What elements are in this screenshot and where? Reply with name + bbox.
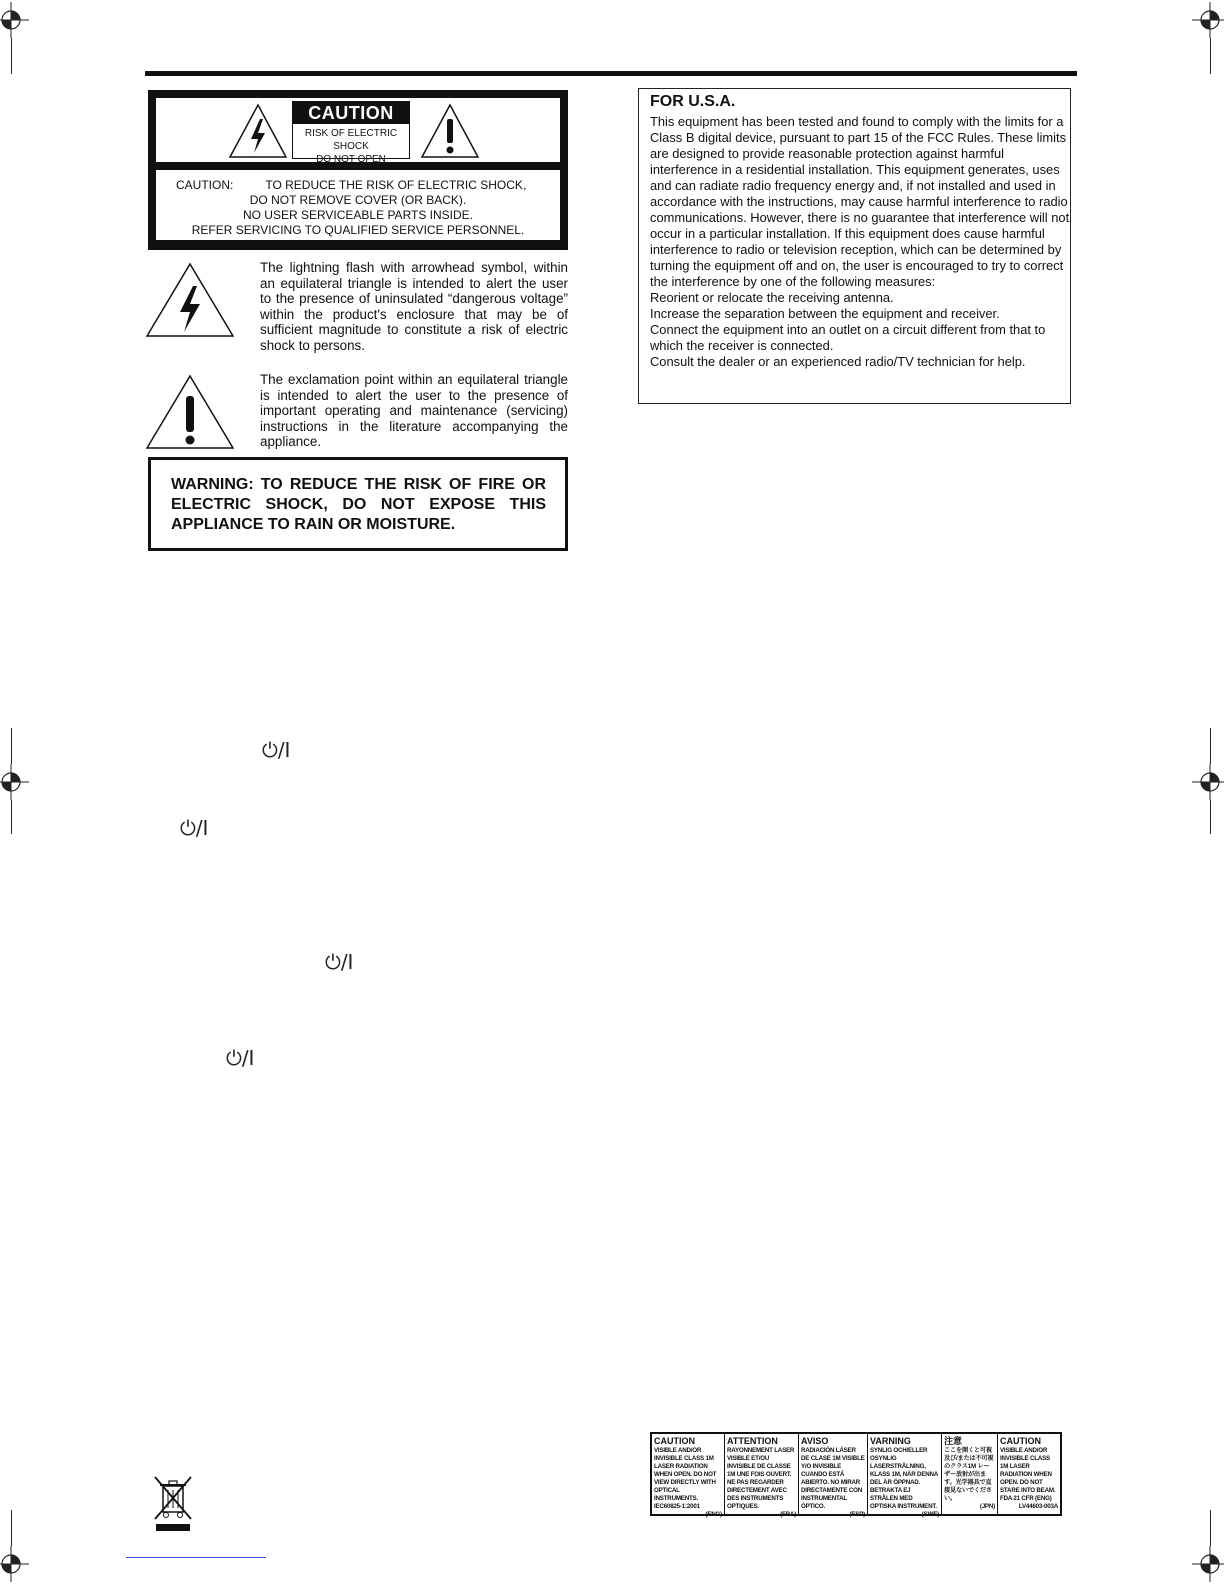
- laser-heading: ATTENTION: [727, 1436, 778, 1446]
- laser-column-eng: [652, 1434, 725, 1518]
- laser-lang: (SWE): [921, 1511, 939, 1518]
- laser-lang: (JPN): [979, 1503, 995, 1510]
- warning-text: WARNING: TO REDUCE THE RISK OF FIRE OR ELECTRIC SHOCK, DO NOT EXPOSE THIS APPLIANCE TO RAIN OR MOISTURE.: [171, 476, 546, 533]
- fcc-measure: Consult the dealer or an experienced radio/TV technician for help.: [650, 354, 1026, 369]
- crop-line: [1210, 800, 1211, 834]
- fcc-notice: [638, 88, 1071, 404]
- caution-line-2: DO NOT REMOVE COVER (OR BACK).: [249, 193, 467, 207]
- laser-heading: CAUTION: [1000, 1436, 1041, 1446]
- standby-power-icon: ⏻/I: [226, 1046, 255, 1070]
- caution-box-top: [156, 98, 560, 165]
- fcc-measure: Reorient or relocate the receiving antenna.: [650, 290, 894, 305]
- crop-line: [1210, 1510, 1211, 1546]
- crop-line: [11, 800, 12, 834]
- laser-column-esp: [799, 1434, 868, 1518]
- lightning-explanation: The lightning flash with arrowhead symbol, within an equilateral triangle is intended to alert the user to the presence of uninsulated “dangerous voltage” within the product's enclosure that may be of sufficient magnitude to constitute a risk of electric shock to persons.: [260, 260, 568, 353]
- laser-heading: 注意: [944, 1436, 963, 1446]
- header-rule: [145, 71, 1077, 76]
- fcc-measure: Increase the separation between the equipment and receiver.: [650, 306, 1000, 321]
- laser-text: RADIACIÓN LÁSER DE CLASE 1M VISIBLE Y/O INVISIBLE CUANDO ESTÁ ABIERTO. NO MIRAR DIRECTAMENTE CON INSTRUMENTAL ÓPTICO.: [801, 1447, 865, 1510]
- laser-column-swe: [868, 1434, 942, 1518]
- caution-label: [292, 101, 410, 165]
- fcc-title: FOR U.S.A.: [650, 93, 736, 110]
- caution-line-4: REFER SERVICING TO QUALIFIED SERVICE PERSONNEL.: [191, 223, 525, 237]
- footer-link-line: [126, 1557, 266, 1558]
- caution-subtitle-1: RISK OF ELECTRIC SHOCK: [304, 128, 398, 152]
- registration-mark-icon: [0, 2, 29, 38]
- fcc-measure: Connect the equipment into an outlet on a circuit different from that to which the receiver is connected.: [650, 322, 1046, 353]
- registration-mark-icon: [0, 764, 29, 800]
- exclamation-explanation: The exclamation point within an equilateral triangle is intended to alert the user to the presence of important operating and maintenance (servicing) instructions in the literature accompanying the appliance.: [260, 372, 568, 450]
- laser-lang: (ENG): [705, 1511, 722, 1518]
- laser-heading: AVISO: [801, 1436, 829, 1446]
- laser-heading: CAUTION: [654, 1436, 695, 1446]
- crop-line: [1210, 728, 1211, 764]
- laser-heading: VARNING: [870, 1436, 911, 1446]
- caution-title: CAUTION: [293, 102, 409, 124]
- crop-line: [11, 728, 12, 764]
- laser-lang: (FRA): [780, 1511, 796, 1518]
- standby-power-icon: ⏻/I: [180, 816, 209, 840]
- caution-box: [148, 90, 568, 250]
- crop-line: [11, 1510, 12, 1546]
- laser-column-fda: [998, 1434, 1060, 1514]
- registration-mark-icon: [1192, 764, 1224, 800]
- crop-line: [11, 38, 12, 74]
- standby-power-icon: ⏻/I: [262, 738, 291, 762]
- caution-prefix: CAUTION:: [176, 178, 234, 192]
- caution-subtitle-2: DO NOT OPEN: [316, 154, 386, 165]
- laser-text: SYNLIG OCH/ELLER OSYNLIG LASERSTRÅLNING, KLASS 1M, NÄR DENNA DEL ÄR ÖPPNAD. BETRAKTA EJ STRÅLEN MED OPTISKA INSTRUMENT.: [870, 1447, 938, 1510]
- exclamation-warning-icon: [420, 103, 480, 159]
- registration-mark-icon: [1192, 1546, 1224, 1582]
- laser-text: VISIBLE AND/OR INVISIBLE CLASS 1M LASER RADIATION WHEN OPEN. DO NOT VIEW DIRECTLY WITH OPTICAL INSTRUMENTS. IEC60825-1:2001: [654, 1447, 717, 1510]
- crop-line: [1210, 38, 1211, 74]
- laser-column-jpn: [942, 1434, 998, 1514]
- laser-text: RAYONNEMENT LASER VISIBLE ET/OU INVISIBLE DE CLASSE 1M UNE FOIS OUVERT. NE PAS REGARDER DIRECTEMENT AVEC DES INSTRUMENTS OPTIQUES.: [727, 1447, 795, 1510]
- weee-crossed-bin-icon: [152, 1474, 194, 1532]
- laser-text: VISIBLE AND/OR INVISIBLE CLASS 1M LASER RADIATION WHEN OPEN. DO NOT STARE INTO BEAM. FDA 21 CFR (ENG): [1000, 1447, 1056, 1502]
- caution-line-1: TO REDUCE THE RISK OF ELECTRIC SHOCK,: [265, 178, 527, 192]
- lightning-triangle-icon: [145, 262, 235, 338]
- exclamation-triangle-icon: [145, 374, 235, 450]
- warning-box: [148, 457, 568, 551]
- laser-lang: (ESP): [849, 1511, 865, 1518]
- laser-lang: LV44603-003A: [1018, 1503, 1058, 1510]
- lightning-warning-icon: [228, 103, 288, 159]
- laser-column-fra: [725, 1434, 799, 1518]
- caution-line-3: NO USER SERVICEABLE PARTS INSIDE.: [242, 208, 474, 222]
- fcc-paragraph: This equipment has been tested and found to comply with the limits for a Class B digital device, pursuant to part 15 of the FCC Rules. These limits are designed to provide reasonable protection against harmful interference in a residential installation. This equipment generates, uses and can radiate radio frequency energy and, if not installed and used in accordance with the instructions, may cause harmful interference to radio communications. However, there is no guarantee that interference will not occur in a particular installation. If this equipment does cause harmful interference to radio or television reception, which can be determined by turning the equipment off and on, the user is encouraged to try to correct the interference by one of the following measures:: [650, 114, 1070, 289]
- laser-warning-label: [650, 1432, 1062, 1516]
- registration-mark-icon: [1192, 2, 1224, 38]
- standby-power-icon: ⏻/I: [325, 950, 354, 974]
- laser-text: ここを開くと可視及び/または不可視のクラス1M レーザー放射が出ます。光学器具で直接見ないでください。: [944, 1447, 994, 1502]
- caution-instructions: [156, 170, 560, 240]
- registration-mark-icon: [0, 1546, 29, 1582]
